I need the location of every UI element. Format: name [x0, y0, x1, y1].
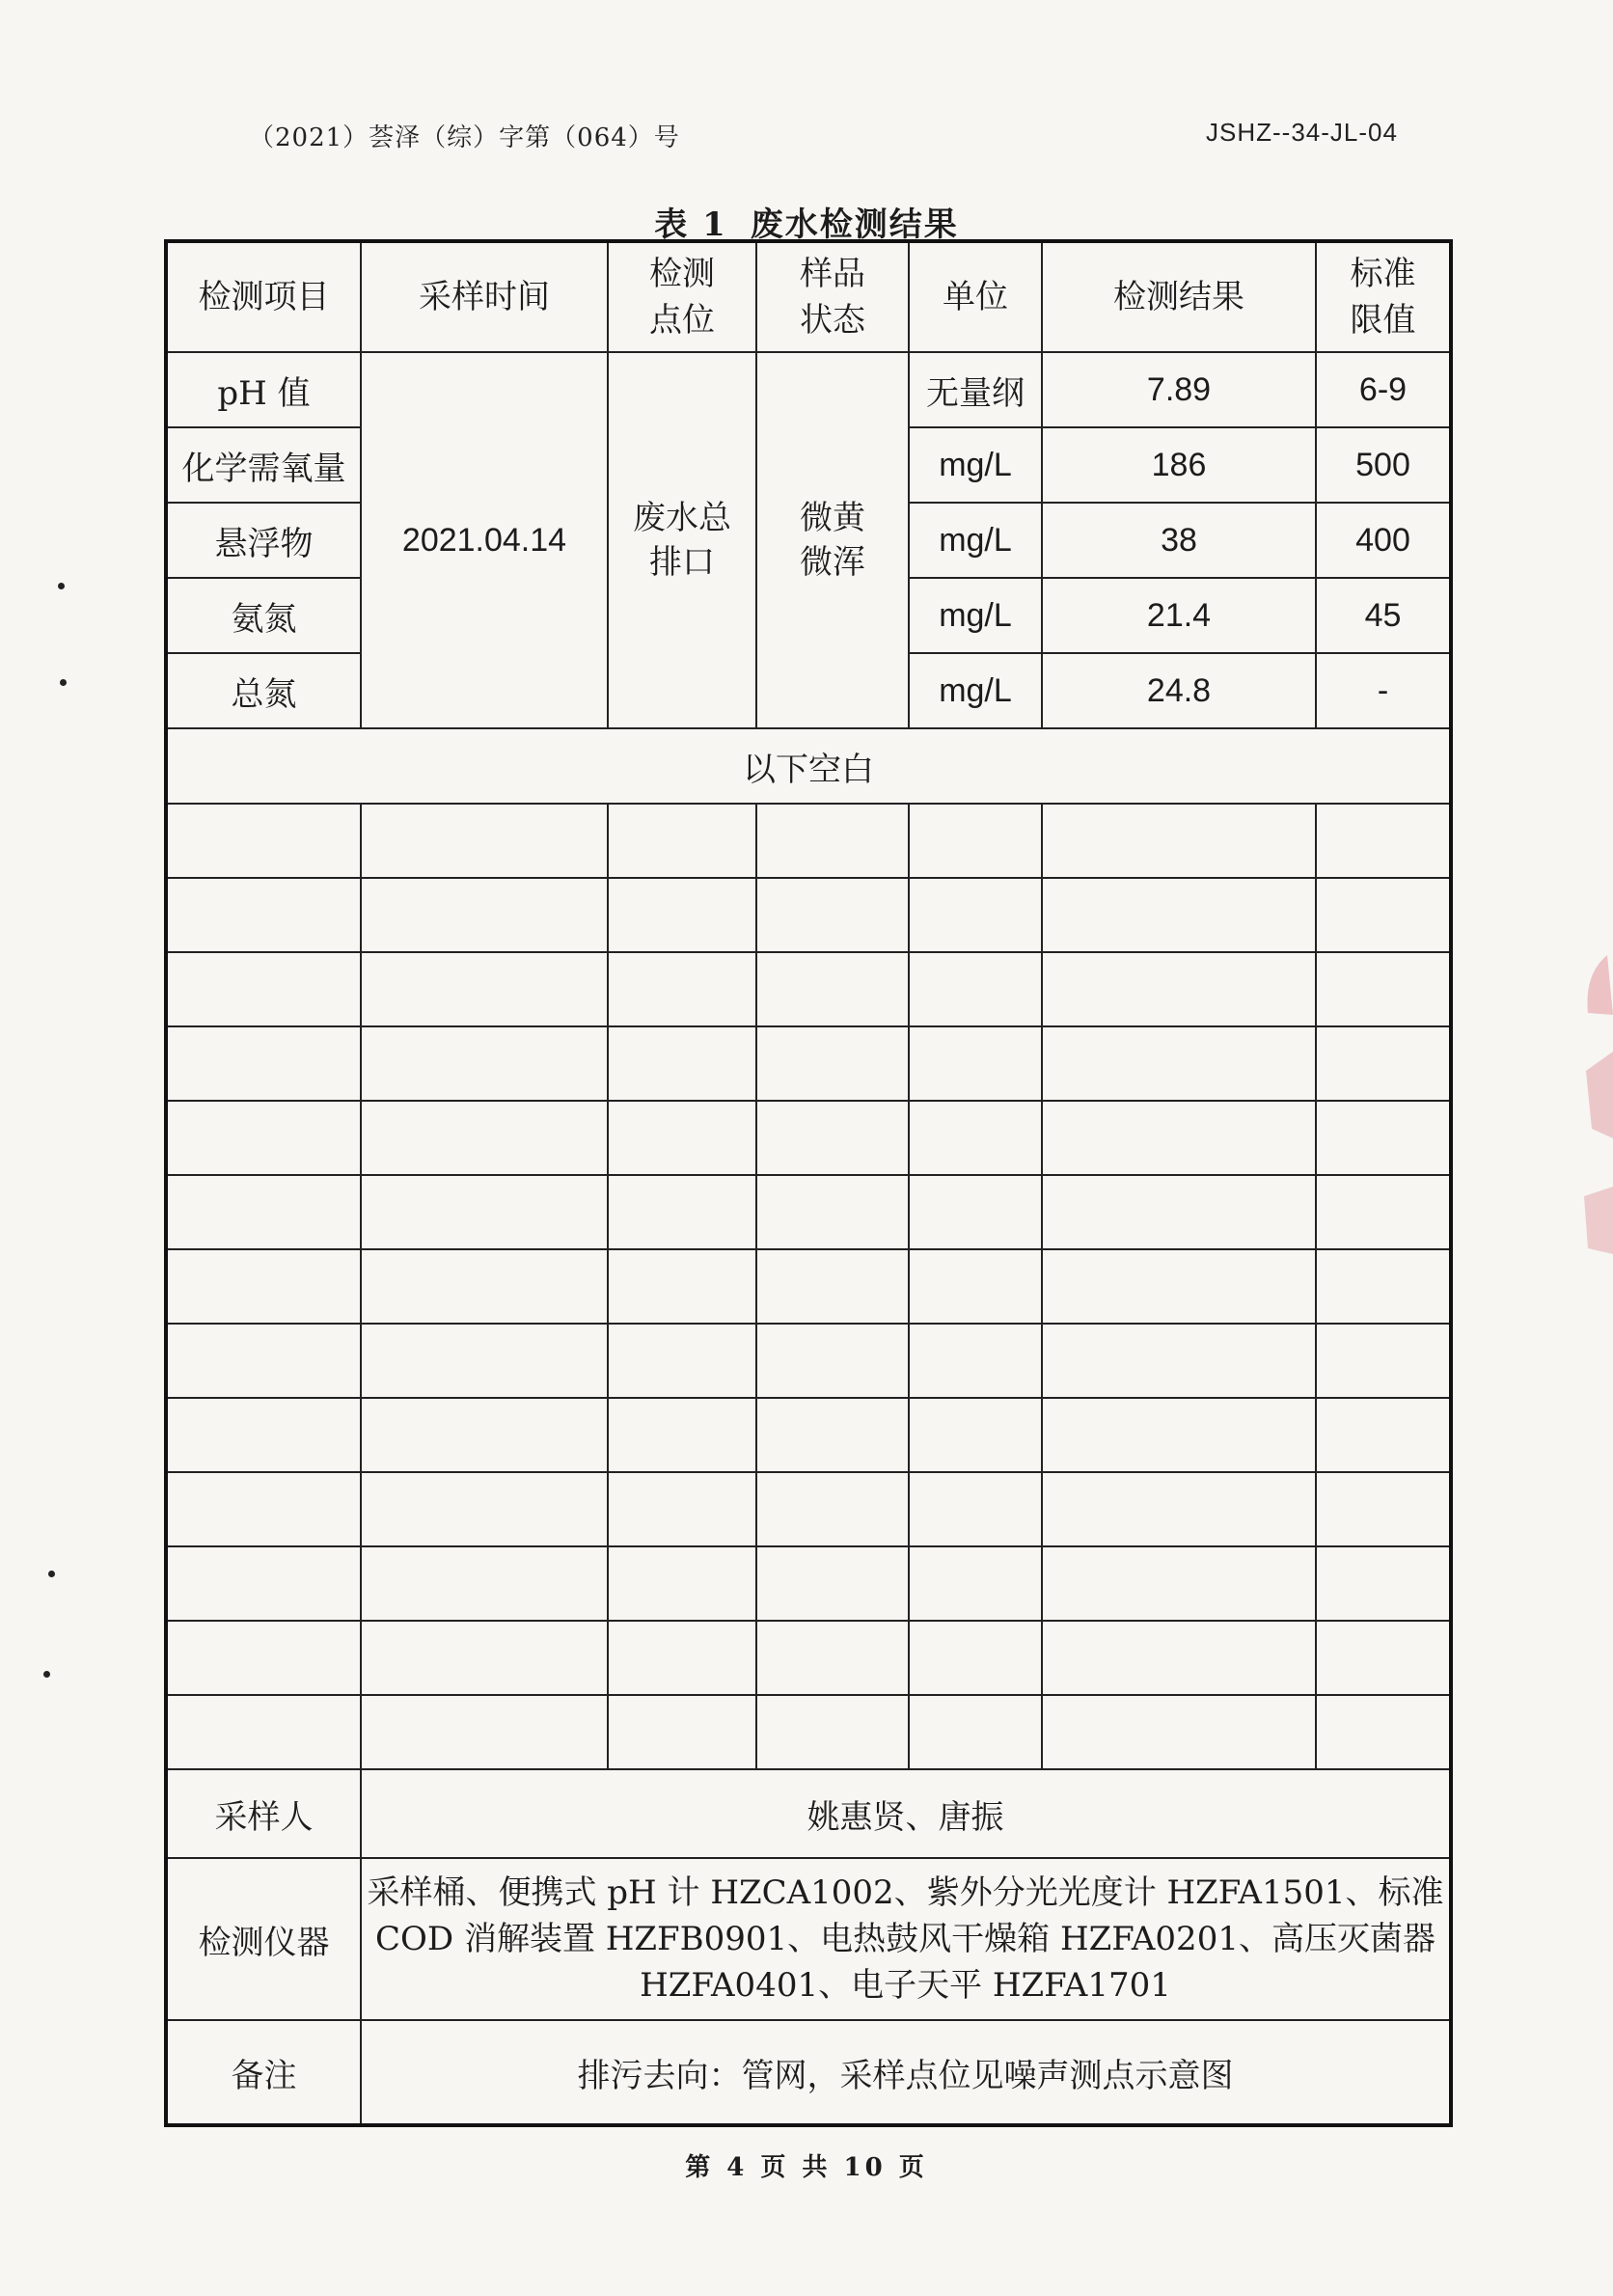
empty-cell: [608, 952, 756, 1026]
empty-cell: [909, 952, 1042, 1026]
empty-cell: [756, 1546, 909, 1621]
empty-cell: [166, 1249, 361, 1324]
empty-cell: [166, 1101, 361, 1175]
empty-cell: [166, 1695, 361, 1769]
scan-speck: [60, 679, 67, 686]
report-number: （2021）荟泽（综）字第（064）号: [249, 123, 680, 152]
remark-label: 备注: [166, 2020, 361, 2125]
empty-cell: [608, 1695, 756, 1769]
empty-table-row: [166, 1324, 1451, 1398]
empty-cell: [361, 1249, 608, 1324]
empty-cell: [756, 1621, 909, 1695]
empty-cell: [166, 1621, 361, 1695]
instruments-value: 采样桶、便携式 pH 计 HZCA1002、紫外分光光度计 HZFA1501、标准 COD 消解装置 HZFB0901、电热鼓风干燥箱 HZFA0201、高压灭菌器 HZFA0401、电子天平 HZFA1701: [361, 1858, 1451, 2020]
empty-cell: [756, 804, 909, 878]
empty-cell: [166, 804, 361, 878]
empty-cell: [166, 1398, 361, 1472]
empty-cell: [166, 1546, 361, 1621]
empty-cell: [1316, 1324, 1451, 1398]
sampling-point: [608, 352, 756, 728]
empty-cell: [608, 1621, 756, 1695]
empty-table-row: [166, 1546, 1451, 1621]
limit-cell: 400: [1316, 503, 1451, 578]
col-header-limit-text: 标准限值: [1350, 255, 1416, 340]
empty-cell: [909, 1472, 1042, 1546]
sampling-date: 2021.04.14: [361, 352, 608, 728]
document-code: JSHZ--34-JL-04: [1206, 118, 1398, 147]
empty-cell: [1042, 1621, 1316, 1695]
empty-cell: [361, 952, 608, 1026]
empty-cell: [909, 1249, 1042, 1324]
empty-table-row: [166, 1472, 1451, 1546]
empty-cell: [756, 1026, 909, 1101]
blank-caption: 以下空白: [166, 728, 1451, 804]
empty-cell: [909, 1101, 1042, 1175]
empty-cell: [166, 952, 361, 1026]
empty-cell: [1316, 1101, 1451, 1175]
limit-cell: 500: [1316, 427, 1451, 503]
empty-table-row: [166, 1026, 1451, 1101]
empty-cell: [166, 1175, 361, 1249]
empty-cell: [608, 1026, 756, 1101]
empty-cell: [756, 878, 909, 952]
result-cell: 186: [1042, 427, 1316, 503]
empty-table-row: [166, 1175, 1451, 1249]
sampler-value: 姚惠贤、唐振: [361, 1769, 1451, 1858]
table-row: [166, 352, 1451, 427]
empty-cell: [608, 804, 756, 878]
empty-cell: [756, 1695, 909, 1769]
empty-cell: [361, 878, 608, 952]
item-cell: 氨氮: [166, 578, 361, 653]
empty-cell: [361, 804, 608, 878]
unit-cell: mg/L: [909, 578, 1042, 653]
empty-cell: [361, 1026, 608, 1101]
empty-cell: [1316, 1026, 1451, 1101]
col-header-time: 采样时间: [361, 241, 608, 352]
item-cell: 总氮: [166, 653, 361, 728]
empty-cell: [756, 1472, 909, 1546]
item-cell: 化学需氧量: [166, 427, 361, 503]
empty-table-row: [166, 1621, 1451, 1695]
empty-cell: [1316, 1621, 1451, 1695]
empty-cell: [756, 1175, 909, 1249]
empty-cell: [1316, 878, 1451, 952]
scan-speck: [43, 1671, 50, 1678]
empty-cell: [608, 1249, 756, 1324]
empty-cell: [1042, 1695, 1316, 1769]
empty-cell: [1316, 1175, 1451, 1249]
col-header-point-text: 检测点位: [649, 255, 715, 340]
result-cell: 7.89: [1042, 352, 1316, 427]
col-header-point: [608, 241, 756, 352]
col-header-result: 检测结果: [1042, 241, 1316, 352]
empty-cell: [909, 1695, 1042, 1769]
header-row: [166, 241, 1451, 352]
limit-cell: 6-9: [1316, 352, 1451, 427]
empty-cell: [166, 1026, 361, 1101]
empty-cell: [756, 1249, 909, 1324]
empty-cell: [1042, 878, 1316, 952]
result-cell: 21.4: [1042, 578, 1316, 653]
empty-cell: [361, 1546, 608, 1621]
scan-speck: [58, 583, 65, 589]
empty-cell: [909, 1621, 1042, 1695]
table-number: 表 1: [654, 205, 727, 244]
empty-table-row: [166, 952, 1451, 1026]
empty-cell: [166, 878, 361, 952]
item-cell: 悬浮物: [166, 503, 361, 578]
empty-cell: [756, 952, 909, 1026]
sampling-point-text: 废水总排口: [633, 499, 731, 582]
sampler-row: [166, 1769, 1451, 1858]
empty-table-row: [166, 804, 1451, 878]
unit-cell: mg/L: [909, 653, 1042, 728]
empty-cell: [1316, 1472, 1451, 1546]
empty-cell: [166, 1324, 361, 1398]
empty-cell: [361, 1621, 608, 1695]
instruments-row: [166, 1858, 1451, 2020]
empty-table-row: [166, 1695, 1451, 1769]
empty-table-row: [166, 1249, 1451, 1324]
empty-cell: [1042, 1175, 1316, 1249]
empty-cell: [909, 878, 1042, 952]
empty-cell: [1042, 804, 1316, 878]
page-footer: 第 4 页 共 10 页: [685, 2153, 928, 2182]
red-seal-fragment: [1578, 945, 1613, 1273]
empty-cell: [1316, 804, 1451, 878]
col-header-state: [756, 241, 909, 352]
table-title-text: 废水检测结果: [750, 205, 959, 244]
empty-cell: [166, 1472, 361, 1546]
empty-cell: [361, 1398, 608, 1472]
remark-row: [166, 2020, 1451, 2125]
empty-cell: [1042, 1026, 1316, 1101]
empty-cell: [608, 1472, 756, 1546]
limit-cell: -: [1316, 653, 1451, 728]
empty-cell: [909, 1026, 1042, 1101]
empty-cell: [1316, 1398, 1451, 1472]
instruments-label: 检测仪器: [166, 1858, 361, 2020]
empty-cell: [1042, 1249, 1316, 1324]
empty-cell: [1316, 1546, 1451, 1621]
col-header-unit: 单位: [909, 241, 1042, 352]
empty-cell: [909, 1398, 1042, 1472]
empty-cell: [608, 878, 756, 952]
empty-cell: [909, 1175, 1042, 1249]
table-title: [0, 198, 1613, 245]
blank-caption-row: [166, 728, 1451, 804]
unit-cell: mg/L: [909, 503, 1042, 578]
empty-cell: [1042, 1398, 1316, 1472]
scan-speck: [48, 1571, 55, 1577]
empty-cell: [756, 1398, 909, 1472]
empty-cell: [608, 1101, 756, 1175]
limit-cell: 45: [1316, 578, 1451, 653]
empty-rows: [166, 804, 1451, 1769]
empty-table-row: [166, 1398, 1451, 1472]
result-cell: 24.8: [1042, 653, 1316, 728]
empty-cell: [1316, 952, 1451, 1026]
empty-cell: [608, 1324, 756, 1398]
empty-cell: [756, 1101, 909, 1175]
sample-state-text: 微黄微浑: [800, 499, 865, 582]
item-cell: pH 值: [166, 352, 361, 427]
empty-cell: [909, 804, 1042, 878]
empty-cell: [361, 1324, 608, 1398]
unit-cell: mg/L: [909, 427, 1042, 503]
empty-cell: [1042, 952, 1316, 1026]
empty-table-row: [166, 878, 1451, 952]
empty-cell: [608, 1546, 756, 1621]
empty-cell: [1042, 1472, 1316, 1546]
empty-cell: [608, 1175, 756, 1249]
empty-cell: [1042, 1101, 1316, 1175]
col-header-limit: [1316, 241, 1451, 352]
empty-cell: [909, 1546, 1042, 1621]
empty-cell: [361, 1695, 608, 1769]
empty-cell: [608, 1398, 756, 1472]
empty-cell: [361, 1472, 608, 1546]
empty-table-row: [166, 1101, 1451, 1175]
empty-cell: [1316, 1249, 1451, 1324]
sample-state: [756, 352, 909, 728]
col-header-state-text: 样品状态: [800, 255, 865, 340]
empty-cell: [756, 1324, 909, 1398]
empty-cell: [1042, 1324, 1316, 1398]
empty-cell: [361, 1101, 608, 1175]
empty-cell: [1042, 1546, 1316, 1621]
remark-value: 排污去向：管网，采样点位见噪声测点示意图: [361, 2020, 1451, 2125]
result-cell: 38: [1042, 503, 1316, 578]
empty-cell: [909, 1324, 1042, 1398]
col-header-item: 检测项目: [166, 241, 361, 352]
empty-cell: [1316, 1695, 1451, 1769]
sampler-label: 采样人: [166, 1769, 361, 1858]
empty-cell: [361, 1175, 608, 1249]
unit-cell: 无量纲: [909, 352, 1042, 427]
wastewater-results-table: [164, 239, 1453, 2127]
